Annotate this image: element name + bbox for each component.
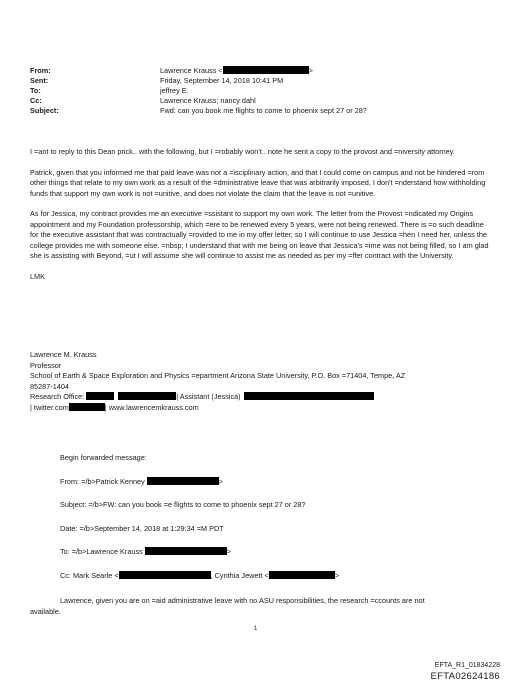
forward-date: Date: =/b>September 14, 2018 at 1:29:34 =M PDT	[60, 523, 224, 533]
forward-to-text: To: =/b>Lawrence Krauss	[60, 547, 145, 556]
signature-title: Professor	[30, 360, 62, 370]
forward-begin: Begin forwarded message:	[60, 453, 147, 462]
body-paragraph-4: LMK	[30, 271, 46, 281]
signature-social-line	[30, 403, 490, 414]
from-row	[30, 66, 367, 76]
signature-block	[30, 350, 490, 413]
redaction-block	[223, 66, 309, 74]
redaction-block	[147, 477, 219, 485]
from-end: >	[308, 66, 313, 75]
redaction-block	[119, 571, 211, 579]
twitter-text: | twitter.com	[30, 402, 69, 412]
forward-cc	[60, 571, 500, 582]
forward-to	[60, 547, 500, 558]
forward-from-text: From: =/b>Patrick Kenney	[60, 476, 147, 486]
sent-row	[30, 76, 367, 86]
sent-value: Friday, September 14, 2018 10:41 PM	[160, 76, 284, 85]
forwarded-body-line-2: available.	[30, 606, 61, 616]
forwarded-body	[30, 596, 492, 617]
forwarded-body-line-1: Lawrence, given you are on =aid administrative leave with no ASU responsibilities, the research =ccounts are not	[60, 596, 425, 605]
forwarded-header	[60, 453, 500, 594]
cc-value: Lawrence Krauss; nancy dahl	[160, 96, 256, 105]
to-label: To:	[30, 86, 41, 95]
from-text: Lawrence Krauss <	[160, 66, 223, 75]
email-header	[30, 66, 367, 116]
page-number: 1	[254, 626, 258, 632]
forward-cc-end: >	[334, 570, 340, 580]
signature-name: Lawrence M. Krauss	[30, 350, 97, 359]
cc-label: Cc:	[30, 96, 42, 105]
redaction-block	[86, 392, 114, 400]
forward-cc-mid: , Cynthia Jewett <	[210, 570, 269, 580]
forward-to-end: >	[226, 547, 232, 556]
forward-from-end: >	[218, 476, 224, 486]
from-label: From:	[30, 66, 51, 75]
redaction-block	[69, 403, 105, 411]
to-row	[30, 86, 367, 96]
sent-label: Sent:	[30, 76, 49, 85]
cc-row	[30, 96, 367, 106]
body-paragraph-3: As for Jessica, my contract provides me an executive =ssistant to support my own work. The letter from the Provost =ndicated my Origins appointment and my Foundation professorship, which =ere to be renewed every 5 years, were not being renewed. There is =o such deadline for the executive assistant that was contractually =rovided to me in my offer letter, so I will continue to use Jessica =hen I need her, unless the college provides me with someone else. =nbsp; I understand that with me being on leave that Jessica's =ime was not being filled, so I am glad she is assisting with Beyond, =ut I will assume she will continue to assist me as needed as per my =ffer contract with the University.	[30, 209, 489, 260]
signature-office-line	[30, 392, 490, 403]
signature-address-1: School of Earth & Space Exploration and Physics =epartment Arizona State University, P.O. Box =71404, Tempe, AZ	[30, 371, 406, 380]
forward-cc-text: Cc: Mark Searle <	[60, 570, 119, 580]
website-text: | www.lawrencemkrauss.com	[104, 402, 199, 412]
subject-label: Subject:	[30, 106, 59, 115]
body-paragraph-2: Patrick, given that you informed me that paid leave was not a =isciplinary action, and that I could come on campus and not be hindered =rom other things that relate to my own work as a result of the =dministrative leave that was arbitrarily imposed, I don't =nderstand how withholding funds that support my own work is not =unitive, and does not violate the claim that the leave is not =unitive.	[30, 167, 486, 198]
bates-number-2: EFTA02624186	[430, 671, 500, 682]
subject-value: Fwd: can you book me flights to come to phoenix sept 27 or 28?	[160, 106, 367, 115]
redaction-block	[269, 571, 335, 579]
body-paragraph-1: I =ant to reply to this Dean prick.. with the following, but I =robably won't.. note he sent a copy to the provost and =niversity attorney.	[30, 147, 455, 156]
subject-row	[30, 106, 367, 116]
bates-number-1: EFTA_R1_01834228	[434, 662, 500, 669]
redaction-block	[145, 547, 227, 555]
redaction-block	[118, 392, 176, 400]
email-body	[30, 147, 492, 292]
signature-address-2: 85287-1404	[30, 381, 69, 391]
office-label: Research Office:	[30, 392, 87, 401]
redaction-block	[244, 392, 374, 400]
to-value: jeffrey E.	[160, 86, 189, 95]
forward-from	[60, 477, 500, 488]
assistant-text: | Assistant (Jessica)	[176, 392, 241, 401]
forward-subject: Subject: =/b>FW: can you book =e flights to come to phoenix sept 27 or 28?	[60, 500, 306, 509]
from-value	[160, 66, 313, 76]
